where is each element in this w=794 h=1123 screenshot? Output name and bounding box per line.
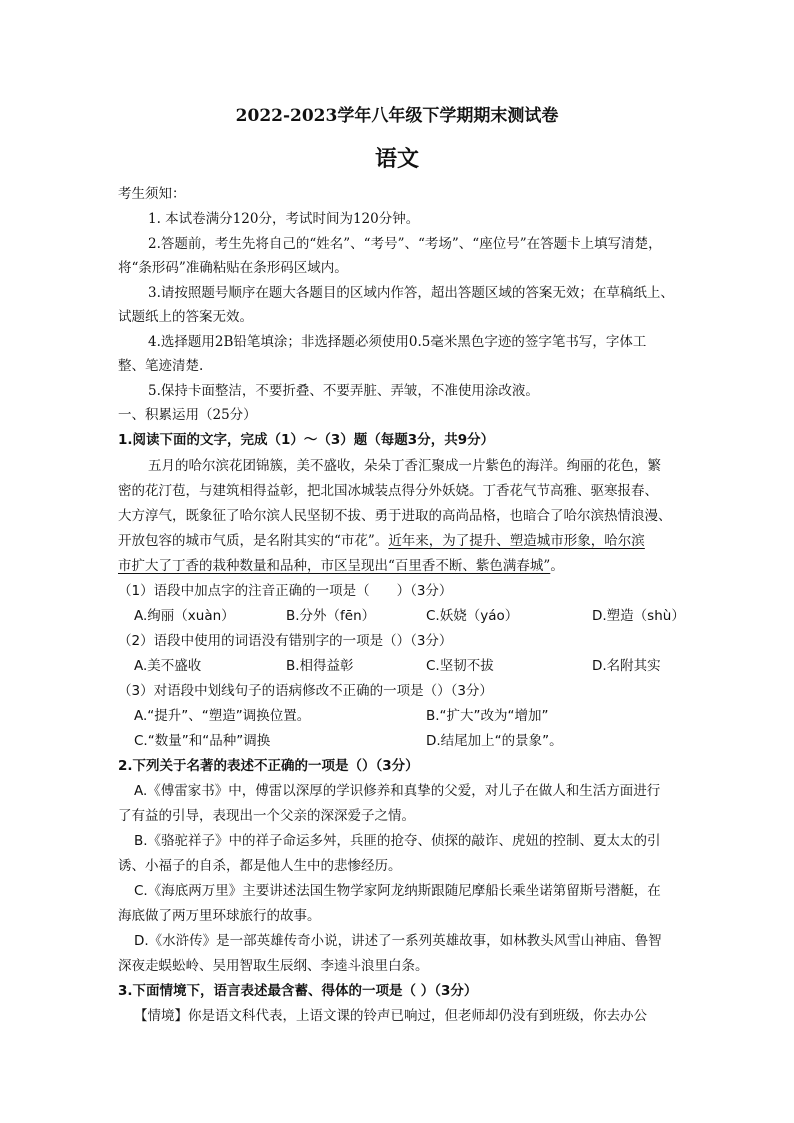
question-2-line: A.《傅雷家书》中，傅雷以深厚的学识修养和真挚的父爱，对儿子在做人和生活方面进行: [134, 783, 661, 799]
option-b: B.“扩大”改为“增加”: [426, 708, 549, 724]
notice-item: 5.保持卡面整洁，不要折叠、不要弄脏、弄皱，不准使用涂改液。: [148, 383, 539, 399]
subject-title: 语文: [374, 146, 419, 172]
option-b: B.分外（fēn）: [286, 608, 376, 624]
question-2-line: 海底做了两万里环球旅行的故事。: [118, 908, 321, 924]
passage-line: [118, 531, 678, 551]
option-c: C.“数量”和“品种”调换: [134, 733, 271, 749]
section-heading: 一、积累运用（25分）: [118, 407, 257, 423]
option-c: C.坚韧不拔: [426, 658, 494, 674]
question-2-line: B.《骆驼祥子》中的祥子命运多舛，兵匪的抢夺、侦探的敲诈、虎妞的控制、夏太太的引: [134, 833, 661, 849]
question-2-stem: 2.下列关于名著的表述不正确的一项是（）（3分）: [118, 758, 419, 774]
option-a: A.美不盛收: [134, 658, 202, 674]
option-a: A.“提升”、“塑造”调换位置。: [134, 708, 311, 724]
question-2-line: D.《水浒传》是一部英雄传奇小说，讲述了一系列英雄故事，如林教头风雪山神庙、鲁智: [134, 933, 662, 949]
underlined-sentence-part: 近年来，为了提升、塑造城市形象，哈尔滨: [388, 533, 645, 549]
exam-title: 2022-2023学年八年级下学期期末测试卷: [235, 106, 559, 126]
question-3-stem: 3.下面情境下，语言表述最含蓄、得体的一项是（ ）（3分）: [118, 983, 478, 999]
notice-item: 3.请按照题号顺序在题大各题目的区域内作答，超出答题区域的答案无效；在草稿纸上、: [148, 285, 674, 301]
passage-text: 。: [550, 558, 564, 574]
question-2-line: 深夜走蜈蚣岭、吴用智取生辰纲、李逵斗浪里白条。: [118, 958, 429, 974]
question-1-stem: 1.阅读下面的文字，完成（1）～（3）题（每题3分，共9分）: [118, 432, 495, 448]
notice-item: 试题纸上的答案无效。: [118, 309, 253, 325]
passage-line: 大方淳气，既象征了哈尔滨人民坚韧不拔、勇于进取的高尚品格，也暗合了哈尔滨热情浪漫、: [118, 508, 672, 524]
option-d: D.塑造（shù）: [592, 608, 685, 624]
notice-item: 整、笔迹清楚.: [118, 358, 204, 374]
question-2-line: C.《海底两万里》主要讲述法国生物学家阿龙纳斯跟随尼摩船长乘坐诺第留斯号潜艇，在: [134, 883, 661, 899]
passage-line: 五月的哈尔滨花团锦簇，美不盛收，朵朵丁香汇聚成一片紫色的海洋。绚丽的花色，繁: [148, 458, 661, 474]
passage-text: 开放包容的城市气质，是名附其实的“市花”。: [118, 533, 389, 549]
subquestion-stem: （2）语段中使用的词语没有错别字的一项是（）（3分）: [118, 633, 453, 649]
option-a: A.绚丽（xuàn）: [134, 608, 235, 624]
notice-item: 1. 本试卷满分120分，考试时间为120分钟。: [148, 211, 420, 227]
notice-item: 4.选择题用2B铅笔填涂；非选择题必须使用0.5毫米黑色字迹的签字笔书写，字体工: [148, 334, 647, 350]
question-3-situation: 【情境】你是语文科代表，上语文课的铃声已响过，但老师却仍没有到班级，你去办公: [134, 1008, 647, 1024]
question-2-line: 诱、小福子的自杀，都是他人生中的悲惨经历。: [118, 858, 402, 874]
question-2-line: 了有益的引导，表现出一个父亲的深深爱子之情。: [118, 808, 415, 824]
subquestion-stem: （1）语段中加点字的注音正确的一项是（ ）（3分）: [118, 583, 453, 599]
passage-line: 密的花汀苞，与建筑相得益彰，把北国冰城装点得分外妖娆。丁香花气节高雅、驱寒报春、: [118, 483, 658, 499]
notice-item: 将“条形码”准确粘贴在条形码区域内。: [118, 260, 348, 276]
subquestion-stem: （3）对语段中划线句子的语病修改不正确的一项是（）（3分）: [118, 683, 493, 699]
option-d: D.结尾加上“的景象”。: [426, 733, 563, 749]
notice-item: 2.答题前，考生先将自己的“姓名”、“考号”、“考场”、“座位号”在答题卡上填写清楚，: [148, 236, 662, 252]
passage-line: [118, 556, 678, 576]
option-c: C.妖娆（yáo）: [426, 608, 519, 624]
underlined-sentence-part: 市扩大了丁香的栽种数量和品种，市区呈现出“百里香不断、紫色满春城”: [118, 558, 551, 574]
option-d: D.名附其实: [592, 658, 661, 674]
option-b: B.相得益彰: [286, 658, 354, 674]
notice-heading: 考生须知：: [118, 186, 186, 202]
